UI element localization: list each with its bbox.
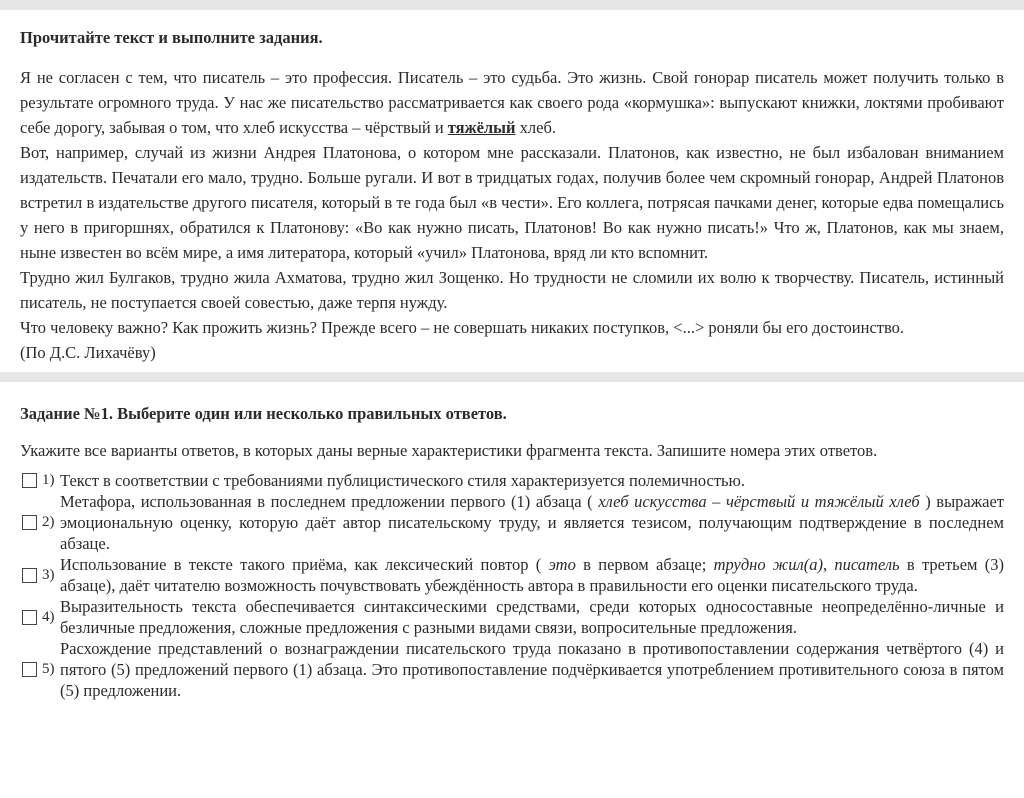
paragraph-2: Вот, например, случай из жизни Андрея Платонова, о котором мне рассказали. Платонов, как известно, не был избалован вниманием издательств. Печатали его мало, трудно. Больше ругали. И вот в тридцатых годах, получив более чем скромный гонорар, Андрей Платонов встретил в издательстве другого писателя, который в те года был «в чести». Его коллега, потрясая пачками денег, которые едва помещались у него в пригоршнях, обратился к Платонову: «Во как нужно писать, Платонов! Во как нужно писать!» Что ж, Платонов, как мы знаем, ныне известен во всём мире, а имя литератора, который «учил» Платонова, вряд ли кто вспомнит.: [20, 143, 1004, 262]
paragraph-3: Трудно жил Булгаков, трудно жила Ахматова, трудно жил Зощенко. Но трудности не сломили их волю к творчеству. Писатель, истинный писатель, не поступается своей совестью, даже терпя нужду.: [20, 268, 1004, 312]
answer-checkbox-3[interactable]: [22, 568, 37, 583]
option-text: Текст в соответствии с требованиями публицистического стиля характеризуется полемичностью.: [60, 471, 746, 490]
answer-options: [20, 470, 1004, 701]
underlined-word: тяжёлый: [447, 118, 516, 137]
option-text: Расхождение представлений о вознаграждении писательского труда показано в противопоставлении содержания четвёртого (4) и пятого (5) предложений первого (1) абзаца. Это противопоставление подчёркивается употреблением противительного союза в пятом (5) предложении.: [60, 639, 1004, 700]
reading-section: [0, 27, 1024, 365]
answer-option-4: [20, 596, 1004, 638]
reading-heading: Прочитайте текст и выполните задания.: [20, 28, 323, 47]
middle-divider-band: [0, 372, 1024, 382]
top-divider-band: [0, 0, 1024, 10]
option-number: 4): [42, 608, 55, 625]
answer-checkbox-1[interactable]: [22, 473, 37, 488]
answer-checkbox-4[interactable]: [22, 610, 37, 625]
answer-checkbox-2[interactable]: [22, 515, 37, 530]
option-text: Использование в тексте такого приёма, как лексический повтор ( это в первом абзаце; трудно жил(а), писатель в третьем (3) абзаце), даёт читателю возможность почувствовать убеждённость автора в правильности его оценки писательского труда.: [60, 555, 1004, 595]
reading-passage: [20, 65, 1004, 365]
option-number: 5): [42, 661, 55, 677]
answer-option-3: [20, 554, 1004, 596]
answer-option-5: [20, 638, 1004, 701]
answer-option-2: [20, 491, 1004, 554]
answer-checkbox-5[interactable]: [22, 662, 37, 677]
task-heading: Задание №1. Выберите один или несколько правильных ответов.: [20, 404, 507, 423]
option-number: 2): [42, 514, 55, 530]
answer-option-1: [20, 470, 1004, 491]
option-text: Выразительность текста обеспечивается синтаксическими средствами, среди которых односоставные неопределённо-личные и безличные предложения, сложные предложения с разными видами связи, вопросительные предложения.: [60, 597, 1004, 637]
option-number: 1): [42, 472, 55, 488]
paragraph-1: Я не согласен с тем, что писатель – это профессия. Писатель – это судьба. Это жизнь. Свой гонорар писатель может получить только в результате огромного труда. У нас же писательство рассматривается как своего рода «кормушка»: выпускают книжки, локтями пробивают себе дорогу, забывая о том, что хлеб искусства – чёрствый и тяжёлый хлеб.: [20, 68, 1004, 137]
source-attribution: (По Д.С. Лихачёву): [20, 343, 156, 362]
task-section: [0, 403, 1024, 701]
task-instruction: Укажите все варианты ответов, в которых даны верные характеристики фрагмента текста. Запишите номера этих ответов.: [20, 441, 878, 460]
option-number: 3): [42, 566, 55, 583]
option-text: Метафора, использованная в последнем предложении первого (1) абзаца ( хлеб искусства – чёрствый и тяжёлый хлеб ) выражает эмоциональную оценку, которую даёт автор писательскому труду, и является тезисом, получающим подтверждение в последнем абзаце.: [60, 492, 1004, 553]
paragraph-4: Что человеку важно? Как прожить жизнь? Прежде всего – не совершать никаких поступков, <...> роняли бы его достоинство.: [20, 318, 905, 337]
